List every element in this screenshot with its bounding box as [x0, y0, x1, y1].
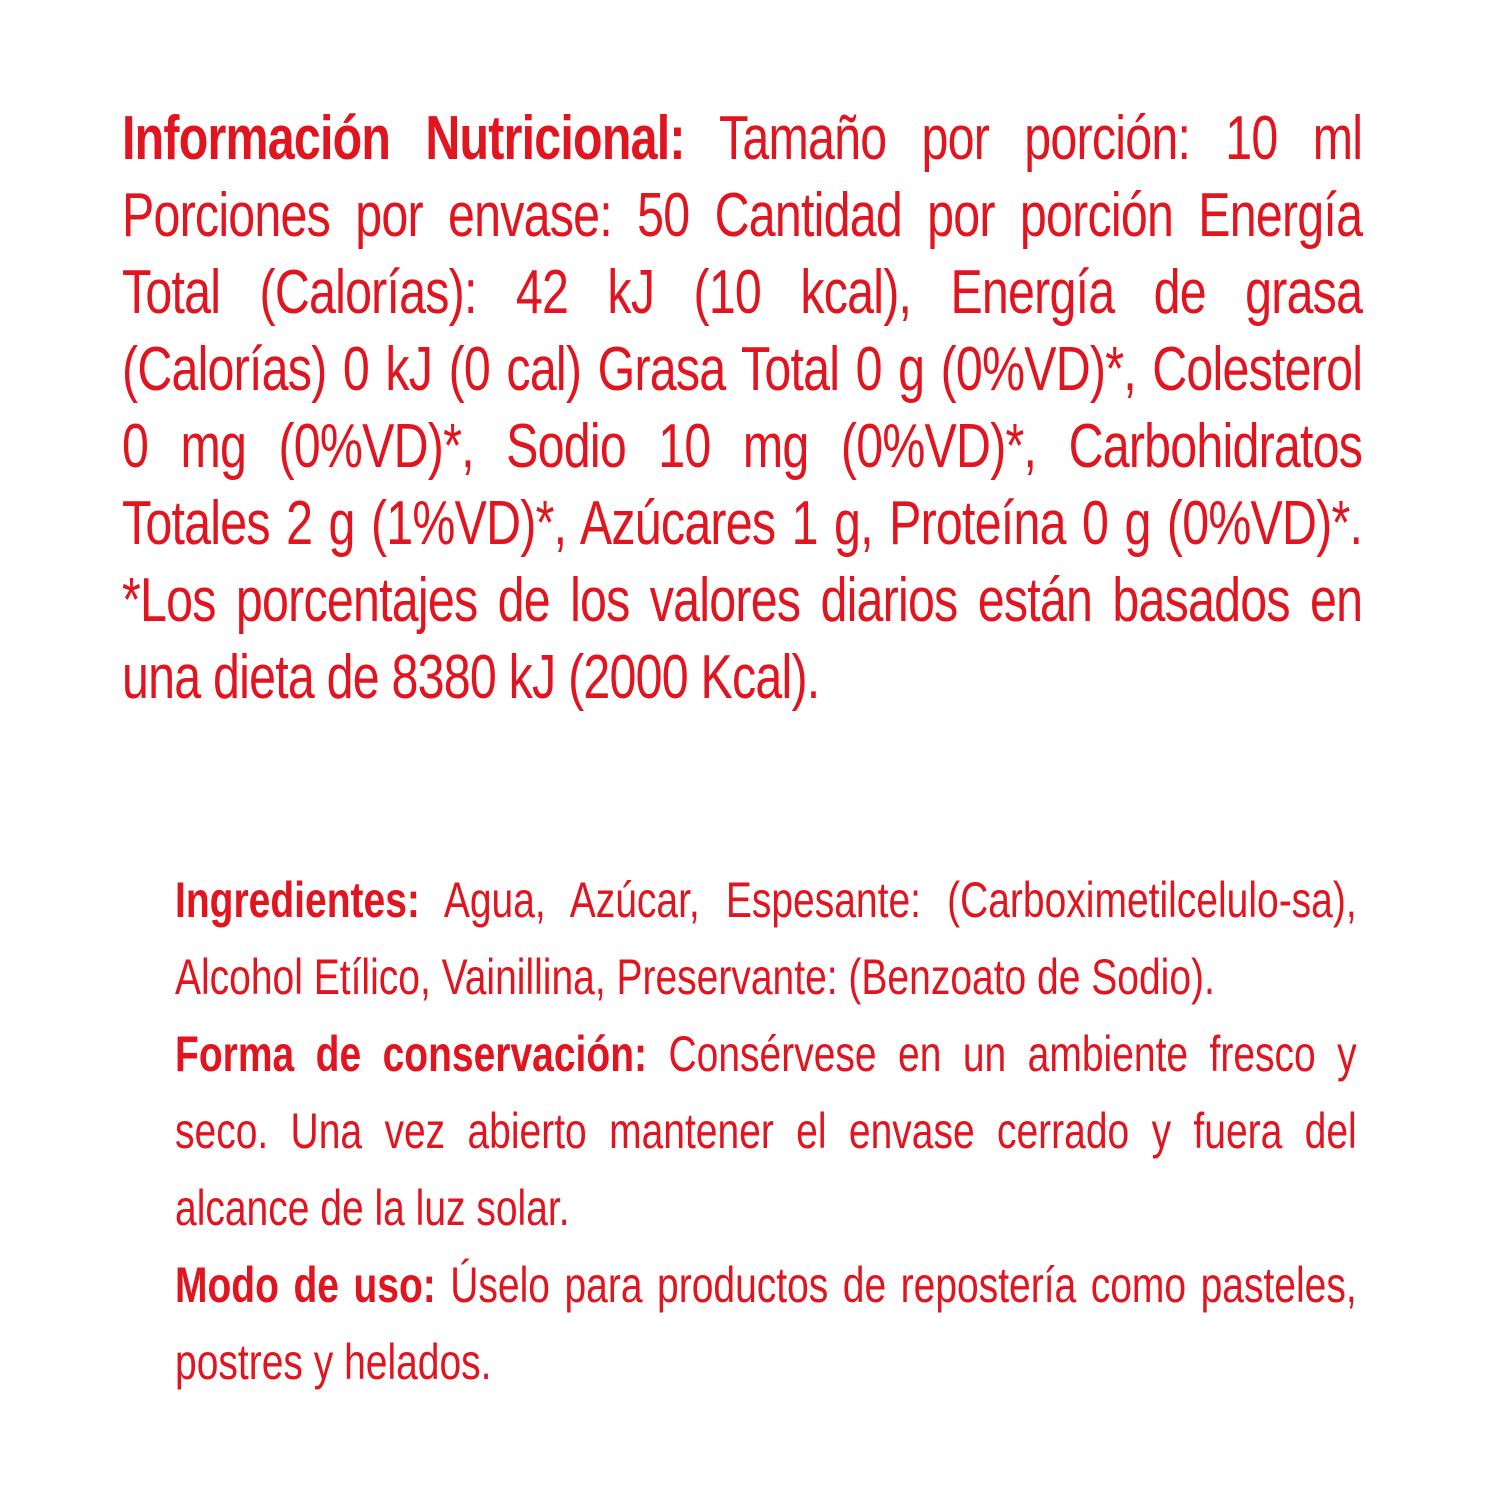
nutrition-info-body: Tamaño por porción: 10 ml Porciones por envase: 50 Cantidad por porción Energía Total (Calorías): 42 kJ (10 kcal), Energía de grasa (Calorías) 0 kJ (0 cal) Grasa Total 0 g (0%VD)*, Colesterol 0 mg (0%VD)*, Sodio 10 mg (0%VD)*, Carbohidratos Totales 2 g (1%VD)*, Azúcares 1 g, Proteína 0 g (0%VD)*. *Los porcentajes de los valores diarios están basados en una dieta de 8380 kJ (2000 Kcal).	[122, 104, 1363, 712]
ingredients-heading: Ingredientes:	[175, 872, 420, 928]
ingredients-body: Agua, Azúcar, Espesante: (Carboximetilcelulo-sa), Alcohol Etílico, Vainillina, Preservante: (Benzoato de Sodio).	[175, 872, 1357, 1005]
storage-body: Consérvese en un ambiente fresco y seco. Una vez abierto mantener el envase cerrado y fuera del alcance de la luz solar.	[175, 1026, 1357, 1236]
usage-paragraph	[175, 1247, 1357, 1401]
product-details	[175, 862, 1357, 1401]
usage-body: Úselo para productos de repostería como pasteles, postres y helados.	[175, 1257, 1357, 1390]
ingredients-paragraph	[175, 862, 1357, 1016]
usage-heading: Modo de uso:	[175, 1257, 436, 1313]
storage-paragraph	[175, 1016, 1357, 1247]
nutrition-info-heading: Información Nutricional:	[122, 104, 685, 173]
storage-heading: Forma de conservación:	[175, 1026, 648, 1082]
nutrition-info-paragraph	[122, 100, 1362, 716]
